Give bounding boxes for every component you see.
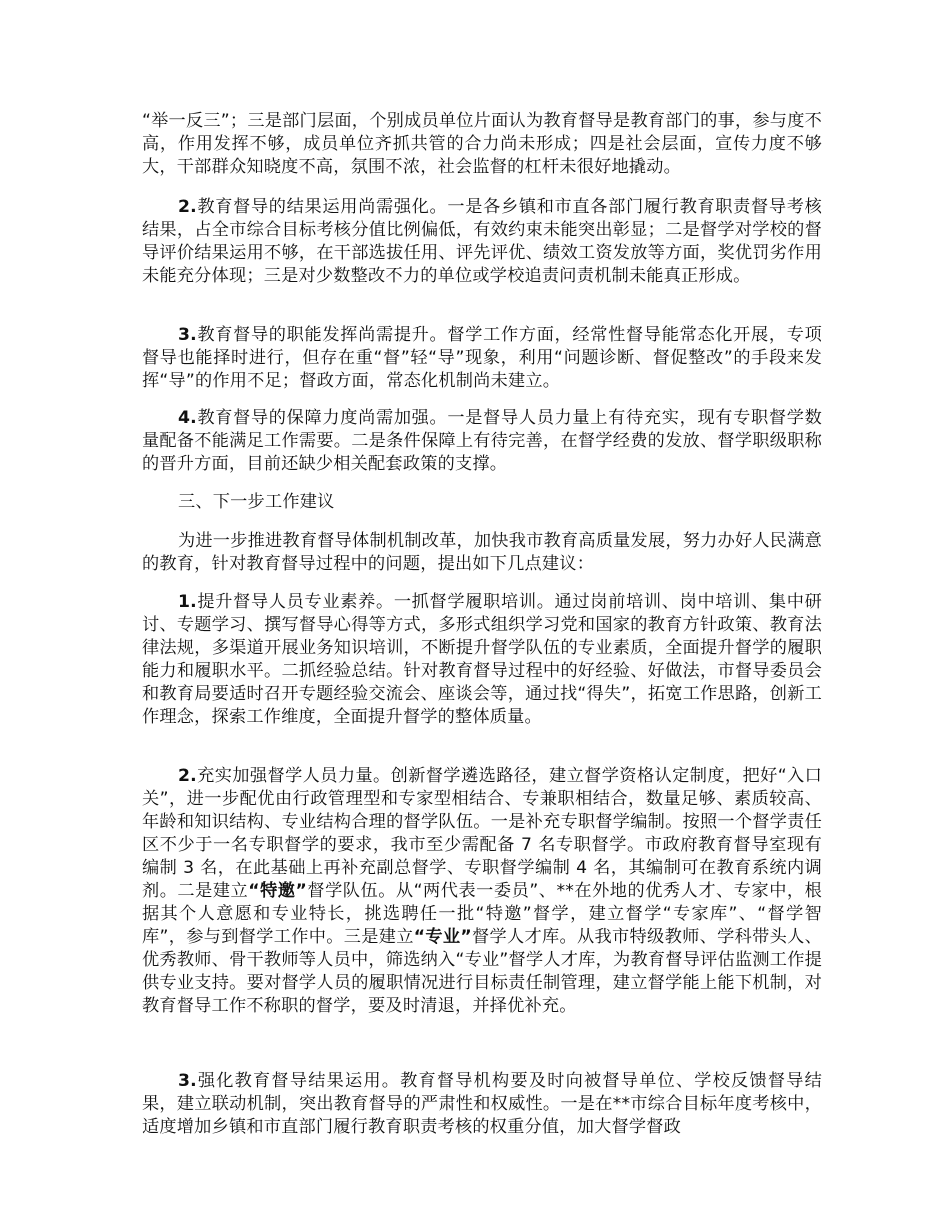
bold-term: “专业” xyxy=(413,927,472,947)
paragraph-number: 4. xyxy=(178,408,197,428)
paragraph-text: 教育督导的结果运用尚需强化。一是各乡镇和市直各部门履行教育职责督导考核结果，占全市综合目标考核分值比例偏低，有效约束未能突出彰显；二是督学对学校的督导评价结果运用不够，在干部选拔任用、评先评优、绩效工资发放等方面，奖优罚劣作用未能充分体现；三是对少数整改不力的单位或学校追责问责机制未能真正形成。 xyxy=(142,197,822,286)
paragraph-guarantee xyxy=(142,407,822,476)
paragraph-intro: 为进一步推进教育督导体制机制改革，加快我市教育高质量发展，努力办好人民满意的教育，针对教育督导过程中的问题，提出如下几点建议： xyxy=(142,531,822,574)
paragraph-number: 2. xyxy=(178,766,197,786)
paragraph-text: 充实加强督学人员力量。创新督学遴选路径，建立督学资格认定制度，把好“入口关”，进一步配优由行政管理型和专家型相结合、专兼职相结合，数量足够、素质较高、年龄和知识结构、专业结构合理的督学队伍。一是补充专职督学编制。按照一个督学责任区不少于一名专职督学的要求，我市至少需配备 7 名专职督学。市政府教育督导室现有编制 3 名，在此基础上再补充副总督学、专职督学编制 4 名，其编制可在教育系统内调剂。二是建立 xyxy=(142,766,822,901)
paragraph-text: 督学队伍。从“两代表一委员”、**在外地的优秀人才、专家中，根据其个人意愿和专业特长，挑选聘任一批“特邀”督学，建立督学“专家库”、“督学智库”，参与到督学工作中。三是建立 xyxy=(142,881,823,947)
paragraph-number: 2. xyxy=(178,197,197,217)
bold-term: “特邀” xyxy=(248,881,308,901)
paragraph-text: 教育督导的保障力度尚需加强。一是督导人员力量上有待充实，现有专职督学数量配备不能满足工作需要。二是条件保障上有待完善，在督学经费的发放、督学职级职称的晋升方面，目前还缺少相关配套政策的支撑。 xyxy=(142,408,822,474)
section-heading: 三、下一步工作建议 xyxy=(178,492,335,512)
paragraph-continuation: “举一反三”；三是部门层面，个别成员单位片面认为教育督导是教育部门的事，参与度不高，作用发挥不够，成员单位齐抓共管的合力尚未形成；四是社会层面，宣传力度不够大，干部群众知晓度不高，氛围不浓，社会监督的杠杆未很好地撬动。 xyxy=(142,111,822,177)
paragraph-text: 提升督导人员专业素养。一抓督学履职培训。通过岗前培训、岗中培训、集中研讨、专题学习、撰写督导心得等方式，多形式组织学习党和国家的教育方针政策、教育法律法规，多渠道开展业务知识培训，不断提升督学队伍的专业素质，全面提升督学的履职能力和履职水平。二抓经验总结。针对教育督导过程中的好经验、好做法，市督导委员会和教育局要适时召开专题经验交流会、座谈会等，通过找“得失”，拓宽工作思路，创新工作理念，探索工作维度，全面提升督学的整体质量。 xyxy=(142,592,822,727)
paragraph-result-application xyxy=(142,196,822,288)
paragraph-function-role xyxy=(142,324,822,393)
paragraph-number: 3. xyxy=(178,325,197,345)
paragraph-staffing xyxy=(142,765,822,1018)
paragraph-number: 3. xyxy=(178,1071,197,1091)
paragraph-text: 教育督导的职能发挥尚需提升。督学工作方面，经常性督导能常态化开展，专项督导也能择时进行，但存在重“督”轻“导”现象，利用“问题诊断、督促整改”的手段来发挥“导”的作用不足；督政方面，常态化机制尚未建立。 xyxy=(142,325,822,391)
paragraph-text: 强化教育督导结果运用。教育督导机构要及时向被督导单位、学校反馈督导结果，建立联动机制，突出教育督导的严肃性和权威性。一是在**市综合目标年度考核中，适度增加乡镇和市直部门履行教育职责考核的权重分值，加大督学督政 xyxy=(142,1071,822,1137)
paragraph-result-usage xyxy=(142,1070,822,1139)
paragraph-professional-quality xyxy=(142,591,822,729)
paragraph-text: 督学人才库。从我市特级教师、学科带头人、优秀教师、骨干教师等人员中，筛选纳入“专业”督学人才库，为教育督导评估监测工作提供专业支持。要对督学人员的履职情况进行目标责任制管理，建立督学能上能下机制，对教育督导工作不称职的督学，要及时清退，并择优补充。 xyxy=(142,927,822,1016)
paragraph-number: 1. xyxy=(178,592,197,612)
